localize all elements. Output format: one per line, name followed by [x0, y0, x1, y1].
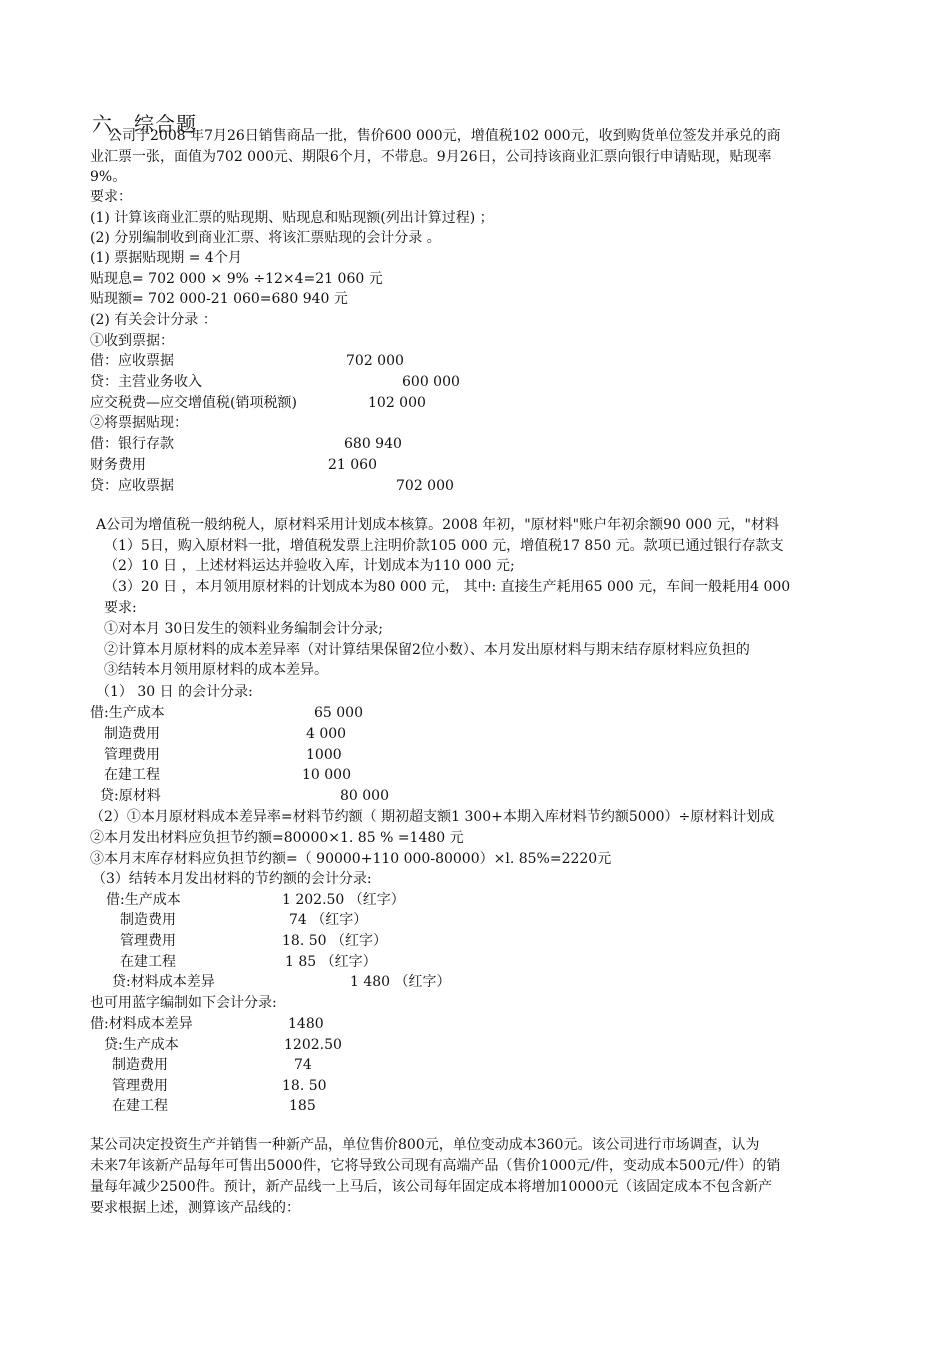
q1-entry-amount: 702 000	[346, 353, 404, 369]
section-title: 六、综合题	[92, 112, 197, 136]
q3-line-3: 量每年减少2500件。预计，新产品线一上马后，该公司每年固定成本将增加10000元（该固定成本不包含新产	[90, 1179, 773, 1195]
q2-entry-amount: 74 （红字）	[289, 912, 368, 928]
q2-entry-label: 制造费用	[112, 1057, 168, 1073]
q1-entry-label: 贷：主营业务收入	[90, 374, 202, 390]
q3-line-1: 某公司决定投资生产并销售一种新产品，单位售价800元，单位变动成本360元。该公司进行市场调查，认为	[90, 1137, 760, 1153]
q1-stem-line-3: 9%。	[90, 169, 127, 185]
q2-entry-amount: 1202.50	[284, 1037, 342, 1053]
q2-solution-2: （2）①本月原材料成本差异率=材料节约额（ 期初超支额1 300+本期入库材料节约额5000）÷原材料计划成	[90, 809, 775, 825]
q1-entry-amount: 600 000	[402, 374, 460, 390]
q2-entry-label: 制造费用	[120, 912, 176, 928]
q2-entry-label: 管理费用	[120, 933, 176, 949]
q2-stem: A公司为增值税一般纳税人，原材料采用计划成本核算。2008 年初，"原材料"账户年初余额90 000 元，"材料	[96, 517, 779, 533]
q1-answer-5: ①收到票据：	[90, 333, 174, 349]
q1-entry-label: 应交税费—应交增值税(销项税额)	[90, 395, 297, 411]
q1-entry-amount: 680 940	[344, 436, 402, 452]
q2-entry-label: 借:生产成本	[90, 705, 165, 721]
q2-entry-amount: 18. 50 （红字）	[282, 933, 387, 949]
q1-answer-6: ②将票据贴现：	[90, 415, 188, 431]
q1-answer-1: (1) 票据贴现期 = 4个月	[90, 250, 242, 266]
q1-requirements-heading: 要求：	[90, 189, 132, 205]
q2-entry-amount: 1 480 （红字）	[350, 974, 451, 990]
q2-entry-amount: 80 000	[340, 788, 389, 804]
q2-solution-5: （3）结转本月发出材料的节约额的会计分录:	[92, 871, 372, 887]
q2-item-2: （2）10 日 ，上述材料运达并验收入库，计划成本为110 000 元;	[104, 558, 515, 574]
q2-entry-label: 管理费用	[104, 747, 160, 763]
q2-entry-label: 在建工程	[120, 954, 176, 970]
q1-stem-line-2: 业汇票一张，面值为702 000元、期限6个月，不带息。9月26日，公司持该商业汇票向银行申请贴现，贴现率	[90, 149, 772, 165]
q2-entry-label: 制造费用	[104, 726, 160, 742]
q1-entry-amount: 702 000	[396, 478, 454, 494]
q1-answer-2: 贴现息= 702 000 × 9% ÷12×4=21 060 元	[90, 271, 383, 287]
q2-entry-amount: 1480	[288, 1016, 324, 1032]
q3-line-2: 未来7年该新产品每年可售出5000件，它将导致公司现有高端产品（售价1000元/件，变动成本500元/件）的销	[90, 1158, 781, 1174]
q2-entry-amount: 1000	[306, 747, 342, 763]
q2-entry-label: 借:生产成本	[106, 892, 181, 908]
q2-requirement-2: ②计算本月原材料的成本差异率（对计算结果保留2位小数）、本月发出原材料与期末结存原材料应负担的	[104, 642, 750, 658]
q2-entry-amount: 1 202.50 （红字）	[282, 892, 405, 908]
q1-stem-line-1: 公司于2008 年7月26日销售商品一批，售价600 000元，增值税102 000元，收到购货单位签发并承兑的商	[108, 128, 781, 144]
q2-requirement-1: ①对本月 30日发生的领料业务编制会计分录;	[104, 621, 383, 637]
q2-item-3: （3）20 日 ，本月领用原材料的计划成本为80 000 元， 其中: 直接生产耗用65 000 元，车间一般耗用4 000	[104, 579, 791, 595]
q2-requirement-3: ③结转本月领用原材料的成本差异。	[104, 662, 328, 678]
q2-entry-amount: 74	[294, 1057, 312, 1073]
q1-answer-4: (2) 有关会计分录 ：	[90, 312, 217, 328]
q2-entry-amount: 4 000	[306, 726, 347, 742]
q2-solution-1: （1） 30 日 的会计分录:	[96, 684, 253, 700]
q2-entry-amount: 18. 50	[282, 1078, 327, 1094]
q2-entry-label: 贷:生产成本	[104, 1037, 179, 1053]
q2-entry-amount: 1 85 （红字）	[285, 954, 377, 970]
q2-entry-label: 在建工程	[112, 1098, 168, 1114]
q1-entry-label: 借：应收票据	[90, 353, 174, 369]
q2-entry-amount: 10 000	[302, 767, 351, 783]
q2-item-1: （1）5日，购入原材料一批，增值税发票上注明价款105 000 元，增值税17 850 元。款项已通过银行存款支	[104, 538, 784, 554]
q2-entry-amount: 185	[289, 1098, 316, 1114]
q2-solution-6: 也可用蓝字编制如下会计分录:	[90, 995, 277, 1011]
q2-entry-amount: 65 000	[314, 705, 363, 721]
q2-entry-label: 管理费用	[112, 1078, 168, 1094]
q1-requirement-1: (1) 计算该商业汇票的贴现期、贴现息和贴现额(列出计算过程) ；	[90, 210, 494, 226]
q1-entry-label: 贷：应收票据	[90, 478, 174, 494]
q2-solution-3: ②本月发出材料应负担节约额=80000×1. 85 % =1480 元	[90, 830, 464, 846]
q2-entry-label: 贷:原材料	[100, 788, 161, 804]
q1-entry-amount: 21 060	[328, 457, 377, 473]
q3-line-4: 要求根据上述，测算该产品线的：	[90, 1200, 300, 1216]
q2-entry-label: 在建工程	[104, 767, 160, 783]
q2-entry-label: 借:材料成本差异	[90, 1016, 193, 1032]
q1-entry-label: 借：银行存款	[90, 436, 174, 452]
q1-answer-3: 贴现额= 702 000-21 060=680 940 元	[90, 291, 348, 307]
q2-requirements-heading: 要求:	[104, 600, 137, 616]
q1-entry-amount: 102 000	[368, 395, 426, 411]
q2-solution-4: ③本月末库存材料应负担节约额=（ 90000+110 000-80000）×l. 85%=2220元	[90, 851, 612, 867]
q1-entry-label: 财务费用	[90, 457, 146, 473]
q2-entry-label: 贷:材料成本差异	[112, 974, 215, 990]
q1-requirement-2: (2) 分别编制收到商业汇票、将该汇票贴现的会计分录 。	[90, 230, 441, 246]
